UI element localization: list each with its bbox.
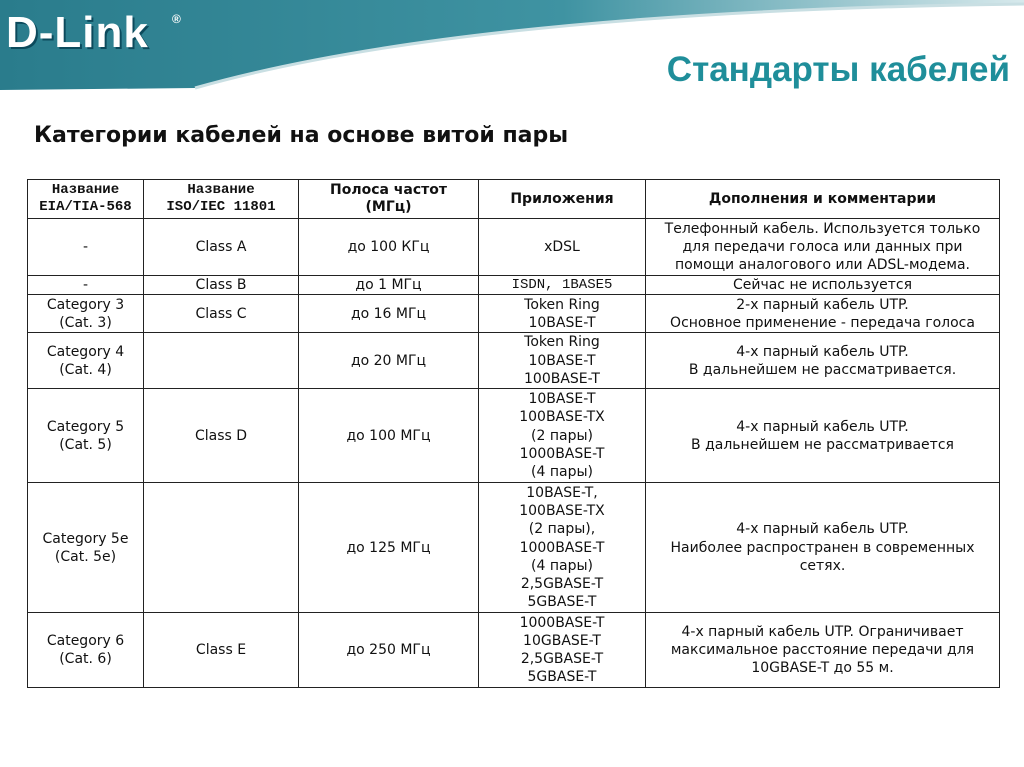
notes-cell: [646, 613, 1000, 688]
cell-text-line: Наиболее распространен в современных: [670, 539, 975, 556]
cell-text-line: до 100 МГц: [346, 427, 431, 444]
cell-text-line: Название: [51, 182, 120, 198]
cell-text-line: Приложения: [510, 190, 614, 207]
col-notes-header: [646, 180, 1000, 219]
cell-text-line: до 16 МГц: [350, 305, 427, 322]
applications-cell: [479, 389, 646, 483]
col-eia-header: [28, 180, 144, 219]
cell-text-line: В дальнейшем не рассматривается: [691, 436, 954, 453]
cell-text-line: xDSL: [544, 238, 580, 255]
cell-text-line: Category 5: [46, 418, 125, 435]
cable-categories-table: [27, 179, 1000, 688]
cell-text-line: Class C: [195, 305, 247, 322]
notes-cell: [646, 389, 1000, 483]
eia-cell: [28, 389, 144, 483]
bandwidth-cell: [299, 389, 479, 483]
applications-cell: [479, 613, 646, 688]
cell-text-line: ISO/IEC 11801: [166, 199, 276, 215]
cell-text-line: 5GBASE-T: [527, 594, 597, 611]
cell-text-line: (4 пары): [531, 464, 593, 480]
bandwidth-cell: [299, 219, 479, 276]
cell-text-line: до 100 КГц: [347, 238, 430, 255]
cell-text-line: 2,5GBASE-T: [520, 651, 604, 668]
page-title: Стандарты кабелей: [666, 50, 1010, 89]
table-subtitle: Категории кабелей на основе витой пары: [34, 123, 569, 148]
header-row: [28, 180, 1000, 219]
table-row: [28, 483, 1000, 613]
col-applications-header: [479, 180, 646, 219]
table-row: [28, 389, 1000, 483]
iso-cell: [144, 483, 299, 613]
bandwidth-cell: [299, 333, 479, 389]
notes-cell: [646, 276, 1000, 295]
notes-cell: [646, 295, 1000, 333]
cell-text-line: 100BASE-TX: [519, 503, 605, 520]
cell-text-line: Название: [187, 182, 255, 198]
cell-text-line: (МГц): [365, 199, 412, 215]
bandwidth-cell: [299, 295, 479, 333]
cell-text-line: Token Ring: [524, 334, 600, 351]
cell-text-line: В дальнейшем не рассматривается.: [688, 361, 957, 378]
cell-text-line: помощи аналогового или ADSL-модема.: [675, 257, 970, 274]
cell-text-line: 2,5GBASE-T: [520, 576, 604, 592]
registered-mark: ®: [172, 12, 181, 26]
cell-text-line: (Cat. 3): [59, 314, 112, 331]
cell-text-line: (Cat. 4): [59, 361, 112, 378]
cell-text-line: Category 4: [46, 343, 125, 360]
cell-text-line: 10BASE-T: [528, 391, 596, 408]
cell-text-line: сетях.: [799, 557, 846, 574]
cell-text-line: ISDN, 1BASE5: [511, 277, 613, 293]
cell-text-line: Class D: [194, 427, 248, 444]
cell-text-line: 4-х парный кабель UTP.: [736, 521, 909, 538]
applications-cell: [479, 219, 646, 276]
notes-cell: [646, 333, 1000, 389]
cell-text-line: 100BASE-T: [524, 370, 600, 387]
table-row: [28, 333, 1000, 389]
cell-text-line: для передачи голоса или данных при: [682, 238, 963, 255]
cell-text-line: до 1 МГц: [355, 277, 422, 293]
iso-cell: [144, 295, 299, 333]
cell-text-line: (Cat. 5): [59, 436, 112, 453]
eia-cell: [28, 613, 144, 688]
cell-text-line: максимальное расстояние передачи для: [670, 642, 975, 659]
dlink-logo: D-Link: [6, 8, 149, 57]
cell-text-line: Основное применение - передача голоса: [670, 314, 975, 331]
cell-text-line: (2 пары): [531, 427, 593, 444]
cell-text-line: (4 пары): [531, 557, 593, 574]
bandwidth-cell: [299, 613, 479, 688]
iso-cell: [144, 333, 299, 389]
applications-cell: [479, 276, 646, 295]
cell-text-line: 1000BASE-T: [519, 614, 605, 631]
table-row: [28, 295, 1000, 333]
cell-text-line: до 20 МГц: [350, 352, 427, 369]
cell-text-line: Class A: [195, 238, 247, 255]
cell-text-line: EIA/TIA-568: [39, 199, 132, 215]
cell-text-line: 10BASE-T,: [526, 484, 598, 501]
cell-text-line: 1000BASE-T: [519, 539, 605, 556]
col-iso-header: [144, 180, 299, 219]
table-row: [28, 276, 1000, 295]
notes-cell: [646, 483, 1000, 613]
applications-cell: [479, 295, 646, 333]
applications-cell: [479, 483, 646, 613]
cell-text-line: Дополнения и комментарии: [708, 190, 937, 207]
col-bandwidth-header: [299, 180, 479, 219]
cell-text-line: Полоса частот: [329, 182, 448, 198]
cell-text-line: -: [82, 238, 89, 255]
applications-cell: [479, 333, 646, 389]
cell-text-line: 2-х парный кабель UTP.: [736, 296, 909, 313]
cell-text-line: (2 пары),: [528, 521, 596, 538]
cell-text-line: 1000BASE-T: [519, 445, 605, 462]
iso-cell: [144, 613, 299, 688]
eia-cell: [28, 276, 144, 295]
cell-text-line: 10BASE-T: [528, 314, 596, 331]
cell-text-line: 10GBASE-T: [523, 633, 601, 649]
table-row: [28, 219, 1000, 276]
cell-text-line: Category 6: [46, 633, 125, 649]
cell-text-line: до 125 МГц: [346, 539, 431, 556]
cell-text-line: 4-х парный кабель UTP. Ограничивает: [681, 623, 964, 640]
iso-cell: [144, 219, 299, 276]
cell-text-line: Category 3: [46, 296, 125, 313]
eia-cell: [28, 219, 144, 276]
table-row: [28, 613, 1000, 688]
bandwidth-cell: [299, 276, 479, 295]
cell-text-line: (Cat. 6): [59, 651, 112, 668]
iso-cell: [144, 389, 299, 483]
cell-text-line: Token Ring: [524, 296, 600, 313]
cell-text-line: 5GBASE-T: [527, 669, 597, 686]
cell-text-line: Телефонный кабель. Используется только: [664, 220, 981, 237]
cell-text-line: Сейчас не используется: [732, 277, 913, 293]
eia-cell: [28, 295, 144, 333]
cell-text-line: (Cat. 5e): [54, 548, 117, 565]
eia-cell: [28, 483, 144, 613]
cell-text-line: до 250 МГц: [346, 642, 431, 659]
cell-text-line: Category 5e: [42, 530, 129, 547]
cell-text-line: Class E: [195, 642, 247, 659]
cell-text-line: 10BASE-T: [528, 352, 596, 369]
notes-cell: [646, 219, 1000, 276]
cell-text-line: -: [82, 277, 89, 293]
cell-text-line: Class B: [195, 277, 247, 293]
iso-cell: [144, 276, 299, 295]
cell-text-line: 4-х парный кабель UTP.: [736, 418, 909, 435]
bandwidth-cell: [299, 483, 479, 613]
eia-cell: [28, 333, 144, 389]
cell-text-line: 10GBASE-T до 55 м.: [751, 660, 894, 677]
cell-text-line: 4-х парный кабель UTP.: [736, 343, 909, 360]
cell-text-line: 100BASE-TX: [519, 409, 605, 426]
